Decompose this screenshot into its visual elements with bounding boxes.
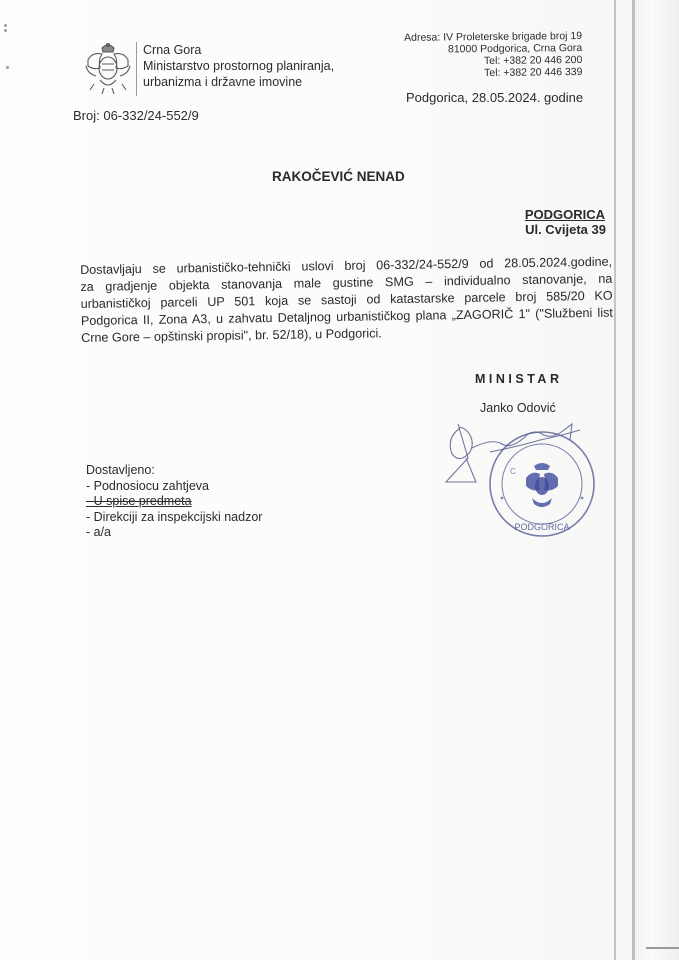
body-line: za gradjenje objekta stanovanja male gustine SMG – individualno stanovanje, na: [80, 271, 613, 294]
ministry-name-line1: Ministarstvo prostornog planiranja,: [143, 59, 335, 73]
ministry-name-line2: urbanizma i državne imovine: [143, 75, 303, 89]
reference-number: Broj: 06-332/24-552/9: [73, 108, 199, 123]
signatory-name: Janko Odović: [480, 401, 556, 415]
svg-text:PODGORICA: PODGORICA: [514, 522, 570, 532]
montenegro-crest-icon: [80, 40, 136, 96]
distribution-item: - Podnosiocu zahtjeva: [86, 478, 209, 493]
official-stamp-and-signature-icon: [430, 418, 610, 548]
recipient-street: Ul. Cvijeta 39: [525, 222, 606, 237]
body-paragraph: [80, 254, 613, 347]
header-divider: [136, 42, 137, 96]
scan-speck: [4, 29, 7, 32]
distribution-item: - Direkciji za inspekcijski nadzor: [86, 509, 263, 524]
scan-speck: [6, 66, 9, 69]
address-phone-2: Tel: +382 20 446 339: [483, 65, 583, 80]
page-fold-line: [614, 0, 616, 960]
recipient-city: PODGORICA: [524, 207, 605, 222]
body-line: Crne Gore – opštinski propisi", br. 52/18), u Podgorici.: [81, 326, 382, 345]
address-city: 81000 Podgorica, Crna Gora: [447, 41, 583, 56]
distribution-heading: Dostavljeno:: [86, 463, 155, 477]
body-line: Podgorica II, Zona A3, u zahvatu Detaljnog urbanističkog plana „ZAGORIČ 1" ("Službeni list: [80, 305, 613, 328]
distribution-item-struck: - U spise predmeta: [86, 494, 192, 508]
address-phone-1: Tel: +382 20 446 200: [483, 53, 583, 68]
svg-text:C: C: [510, 467, 516, 476]
address-street: Adresa: IV Proleterske brigade broj 19: [403, 30, 583, 44]
scan-speck: [4, 24, 7, 27]
body-line: urbanističkoj parceli UP 501 koja se sastoji od katastarske parcele broj 585/20 KO: [80, 288, 613, 311]
ministry-heading: [143, 42, 334, 90]
page-edge-line: [632, 0, 635, 960]
country-name: Crna Gora: [143, 43, 202, 57]
page-bottom-edge: [646, 947, 679, 949]
ministry-address: [404, 30, 583, 80]
distribution-list: [86, 463, 262, 541]
distribution-item: - a/a: [86, 525, 112, 539]
body-line: Dostavljaju se urbanističko-tehnički uslovi broj 06-332/24-552/9 od 28.05.2024.godine,: [80, 254, 613, 277]
document-date: Podgorica, 28.05.2024. godine: [406, 90, 584, 105]
signatory-title: MINISTAR: [475, 372, 563, 386]
page-edge-shadow: [634, 0, 679, 960]
recipient-name: RAKOČEVIĆ NENAD: [272, 169, 405, 184]
